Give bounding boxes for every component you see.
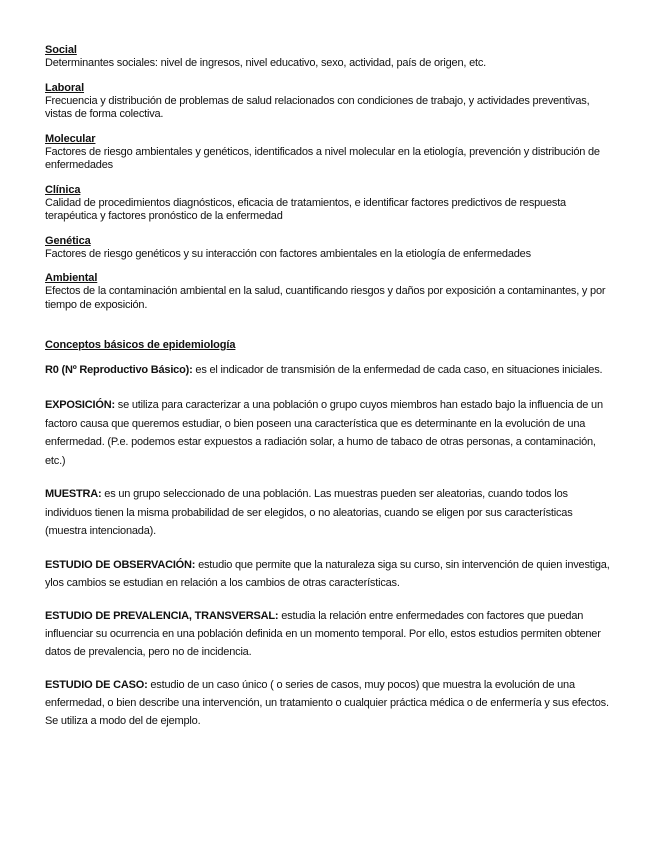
concept-estudio-observacion <box>45 556 615 592</box>
section-text: Factores de riesgo genéticos y su interacción con factores ambientales en la etiología de enfermedades <box>45 247 531 260</box>
concept-r0 <box>45 362 615 378</box>
concept-text: estudio de un caso único ( o series de casos, muy pocos) que muestra la evolución de una enfermedad, o bien describe una intervención, un tratamiento o cualquier práctica médica o de enfermería y sus efectos. Se utiliza a modo del de ejemplo. <box>45 678 609 727</box>
concept-term: ESTUDIO DE PREVALENCIA, TRANSVERSAL: <box>45 609 279 622</box>
section-laboral <box>45 82 615 122</box>
concept-text: estudio que permite que la naturaleza siga su curso, sin intervención de quien investiga, ylos cambios se estudian en relación a los cambios de otras características. <box>45 558 610 589</box>
section-text: Factores de riesgo ambientales y genéticos, identificados a nivel molecular en la etiología, prevención y distribución de enfermedades <box>45 145 600 171</box>
section-molecular <box>45 133 615 173</box>
section-heading: Molecular <box>45 132 96 145</box>
section-social <box>45 44 615 71</box>
concept-term: ESTUDIO DE CASO: <box>45 678 148 691</box>
concept-term: MUESTRA: <box>45 488 102 500</box>
section-genetica <box>45 235 615 262</box>
section-text: Frecuencia y distribución de problemas de salud relacionados con condiciones de trabajo, y actividades preventivas, vistas de forma colectiva. <box>45 94 590 120</box>
concept-muestra <box>45 485 615 541</box>
concept-estudio-caso <box>45 676 615 730</box>
section-heading: Social <box>45 44 77 56</box>
section-text: Calidad de procedimientos diagnósticos, eficacia de tratamientos, e identificar factores predictivos de respuesta terapéutica y factores pronóstico de la enfermedad <box>45 196 566 222</box>
section-heading: Genética <box>45 234 91 247</box>
concept-text: es un grupo seleccionado de una población. Las muestras pueden ser aleatorias, cuando todos los individuos tienen la misma probabilidad de ser elegidos, o no aleatorias, cuando se eligen por sus características (muestra intencionada). <box>45 488 573 537</box>
section-ambiental <box>45 272 615 312</box>
section-text: Efectos de la contaminación ambiental en la salud, cuantificando riesgos y daños por exposición a contaminantes, y por tiempo de exposición. <box>45 285 606 311</box>
document-page <box>45 44 615 730</box>
concept-text: estudia la relación entre enfermedades con factores que puedan influenciar su ocurrencia en una población definida en un momento temporal. Por ello, estos estudios permiten obtener datos de prevalencia, pero no de incidencia. <box>45 609 601 658</box>
section-clinica <box>45 184 615 224</box>
concepts-title: Conceptos básicos de epidemiología <box>45 339 236 351</box>
concept-text: es el indicador de transmisión de la enfermedad de cada caso, en situaciones iniciales. <box>192 364 603 376</box>
concept-term: ESTUDIO DE OBSERVACIÓN: <box>45 558 196 571</box>
section-heading: Ambiental <box>45 272 98 284</box>
concept-estudio-prevalencia <box>45 607 615 661</box>
concept-exposicion <box>45 396 615 470</box>
section-heading: Clínica <box>45 183 81 196</box>
section-heading: Laboral <box>45 81 85 94</box>
concept-text: se utiliza para caracterizar a una población o grupo cuyos miembros han estado bajo la influencia de un factoro causa que queremos estudiar, o bien poseen una característica que es determinante en la evolución de una enfermedad. (P.e. podemos estar expuestos a radiación solar, a humo de tabaco de otras personas, a contaminación, etc.) <box>45 399 603 467</box>
concept-term: R0 (Nº Reproductivo Básico): <box>45 364 193 376</box>
concept-term: EXPOSICIÓN: <box>45 399 115 411</box>
section-text: Determinantes sociales: nivel de ingresos, nivel educativo, sexo, actividad, país de origen, etc. <box>45 57 487 69</box>
